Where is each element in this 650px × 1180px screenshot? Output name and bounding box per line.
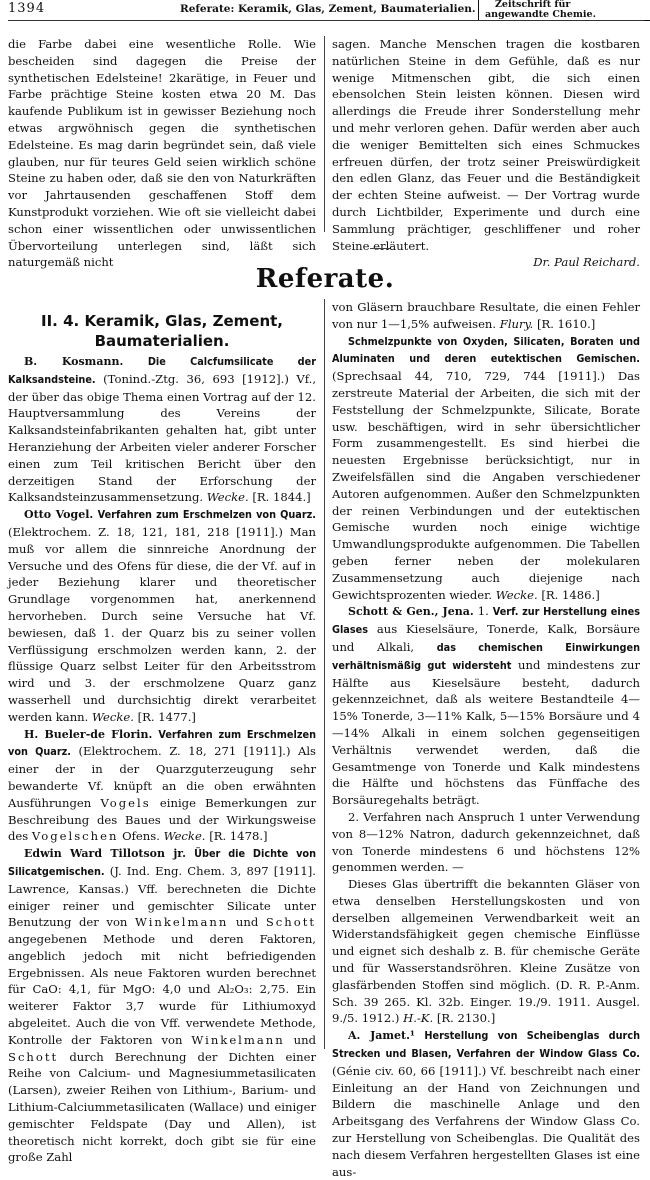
- entry-signature: Flury.: [499, 316, 534, 331]
- section-separator: [370, 248, 390, 249]
- spaced-name: Winkelmann: [191, 1032, 285, 1047]
- continued-article-left-column: [8, 36, 316, 271]
- entry-text: aus Kieselsäure, Tonerde, Kalk, Borsäure und Alkali,: [332, 622, 641, 654]
- entry-signature: Wecke.: [206, 490, 249, 505]
- entry-text: von Gläsern brauchbare Resultate, die einen Fehler von nur 1—1,5% aufweisen.: [332, 300, 640, 331]
- spaced-name: Winkelmann: [134, 915, 229, 930]
- entry-author: Schott & Gen., Jena.: [348, 605, 474, 619]
- entry-author: H. Bueler-de Florin.: [24, 727, 153, 741]
- entry-reference: [R. 1486.]: [541, 587, 600, 602]
- journal-name: [478, 0, 650, 21]
- entry-text: Ofens.: [122, 829, 160, 844]
- column-divider: [324, 36, 325, 232]
- entry-reference: [R. 1844.]: [252, 490, 311, 505]
- header-rule: [8, 20, 644, 21]
- entry-title: Verfahren zum Erschmelzen von Quarz.: [8, 727, 316, 759]
- journal-name-line1: Zeitschrift für: [495, 0, 571, 10]
- paragraph: sagen. Manche Menschen tragen die kostbaren natürlichen Steine in dem Gefühle, daß es nur wenige Mitmenschen gibt, die sich einen ebensolchen Stein leisten können. Diesen wird allerdings die Freude ihrer Sonderstellung mehr und mehr verloren gehen. Dafür werden aber auch die weniger Bemittelten sich eines Schmuckes erfreuen dürfen, der trotz seiner Preiswürdigkeit den edlen Glanz, das Feuer und die Beständigkeit der echten Steine aufweist. — Der Vortrag wurde durch Lichtbilder, Experimente und durch eine Sammlung prächtiger, geschliffener und roher Steine erläutert.: [332, 37, 640, 253]
- entry-text: durch Berechnung der Dichten einer Reihe von Calcium- und Magnesiummetasilicaten (Larsen), zweier Reihen von Lithium-, Barium- und Lithium-Calciummetasilicaten (Wallace) und einiger gemischter Feldspate (Day und Allen), ist theoretisch nicht korrekt, doch gibt sie für eine große Zahl: [8, 1049, 316, 1165]
- entry-author: Edwin Ward Tillotson jr.: [24, 847, 186, 861]
- running-title: Referate: Keramik, Glas, Zement, Baumaterialien.: [180, 3, 476, 15]
- entry-author: A. Jamet.¹: [348, 1029, 415, 1043]
- section-title: Referate.: [255, 264, 395, 294]
- abstract-entry: [8, 353, 316, 506]
- abstract-entry: [332, 1027, 640, 1180]
- subsection-heading: II. 4. Keramik, Glas, Zement, Baumaterialien.: [41, 312, 283, 350]
- entry-reference: [R. 1610.]: [536, 316, 596, 331]
- journal-name-line2: angewandte Chemie.: [485, 9, 596, 20]
- abstracts-right-column: [332, 299, 640, 1180]
- entry-title: Verf. zur Herstellung eines Glases: [332, 605, 641, 637]
- spaced-name: Vogels: [100, 795, 151, 810]
- entry-text: (Elektrochem. Z. 18, 121, 181, 218 [1911].) Man muß vor allem die sinnreiche Anordnung der Versuche und des Ofens für diese, die der Vf. auf in jeder Beziehung klarer und theoretischer Grundlage vorgenommen hat, anerkennend hervorheben. Durch seine Versuche hat Vf. bewiesen, daß 1. der Quarz bis zu seiner vollen Verflüssigung erschmolzen werden kann, 2. der flüssige Quarz selbst Leiter für den Arbeitsstrom wird und 3. der erschmolzene Quarz ganz wasserhell und durchsichtig direkt verarbeitet werden kann.: [8, 524, 316, 724]
- entry-text: (Tonind.-Ztg. 36, 693 [1912].) Vf., der über das obige Thema einen Vortrag auf der 12. Hauptversammlung des Vereins der Kalksandsteinfabrikanten gehalten hat, gibt unter Heranziehung der Arbeiten vieler anderer Forscher einen zum Teil kritischen Bericht über den derzeitigen Stand der Erforschung der Kalksandsteinzusammensetzung.: [8, 371, 317, 505]
- spaced-name: Vogelschen: [31, 829, 119, 844]
- paragraph: die Farbe dabei eine wesentliche Rolle. Wie bescheiden sind dagegen die Preise der synthetischen Edelsteine! 2karätige, in Feuer und Farbe prächtige Steine kosten etwa 20 M. Das kaufende Publikum ist in gewisser Beziehung noch etwas argwöhnisch gegen die synthetischen Edelsteine. Es mag darin begründet sein, daß viele glauben, nur für teures Geld seien wirklich schöne Steine zu haben oder, daß sie den von Naturkräften vor Jahrtausenden geschaffenen Stoff dem Kunstprodukt vorziehen. Wie oft sie vielleicht dabei schon einer wissentlichen oder unwissentlichen Übervorteilung unterlegen sind, läßt sich naturgemäß nicht: [8, 37, 316, 270]
- claim-paragraph: 2. Verfahren nach Anspruch 1 unter Verwendung von 8—12% Natron, dadurch gekennzeichnet, daß von Tonerde mindestens 6 und höchstens 12% genommen werden. —: [332, 809, 640, 875]
- entry-text: (Génie civ. 60, 66 [1911].) Vf. beschreibt nach einer Einleitung an der Hand von Zeichnungen und Bildern die maschinelle Anlage und den Arbeitsgang des Verfahrens der Window Glass Co. zur Herstellung von Scheibenglas. Die Qualität des nach diesem Verfahren hergestellten Glases ist eine aus-: [332, 1063, 640, 1179]
- entry-text: (J. Ind. Eng. Chem. 3, 897 [1911]. Lawrence, Kansas.) Vff. berechneten die Dichte einiger reiner und gemischter Silicate unter Benutzung der von: [8, 863, 316, 930]
- entry-text: und: [293, 1032, 316, 1047]
- continued-article-right-column: [332, 36, 640, 271]
- entry-reference: [R. 1478.]: [209, 829, 268, 844]
- entry-emphasis: das chemischen Einwirkungen verhältnismäßig gut widersteht: [332, 640, 640, 672]
- entry-title: Herstellung von Scheibenglas durch Strecken und Blasen, Verfahren der Window Glass Co.: [332, 1029, 640, 1061]
- page-header: [8, 0, 644, 20]
- entry-text: einige Bemerkungen zur Beschreibung des Baues und der Wirkungsweise des: [8, 795, 316, 844]
- entry-text: angegebenen Methode und deren Faktoren, angeblich jedoch mit nicht befriedigenden Ergebnissen. Als neue Faktoren wurden berechnet für CaO: 4,1, für MgO: 4,0 und Al₂O₃: 2,75. Ein weiterer Faktor 3,7 wurde für Lithiumoxyd abgeleitet. Auch die von Vff. verwendete Methode, Kontrolle der Faktoren von: [8, 932, 316, 1047]
- abstracts-left-column: [8, 311, 316, 1166]
- entry-text: und mindestens zur Hälfte aus Kieselsäure besteht, dadurch gekennzeichnet, daß als weitere Bestandteile 4—15% Tonerde, 3—11% Kalk, 5—15% Borsäure und 4—14% Alkali in einem solchen gegenseitigen Verhältnis verwendet werden, daß die Gesamtmenge von Tonerde und Kalk mindestens die Hälfte und höchstens das Fünffache des Borsäuregehalts beträgt.: [332, 657, 640, 808]
- abstract-entry: [8, 726, 316, 846]
- entry-text: (Elektrochem. Z. 18, 271 [1911].) Als einer der in der Quarzguterzeugung sehr bewanderte Vf. knüpft an die oben erwähnten Ausführungen: [8, 744, 316, 810]
- claim-number: 1.: [477, 604, 489, 619]
- entry-title: Verfahren zum Erschmelzen von Quarz.: [97, 508, 316, 522]
- entry-author: Otto Vogel.: [24, 508, 94, 522]
- entry-signature: Wecke.: [495, 587, 538, 602]
- spaced-name: Schott: [265, 915, 317, 930]
- abstract-entry: [332, 333, 640, 604]
- abstract-entry: [332, 603, 640, 809]
- entry-signature: Wecke.: [92, 709, 134, 724]
- entry-signature: Wecke.: [163, 829, 206, 844]
- entry-signature: H.-K.: [403, 1011, 434, 1026]
- abstract-entry: [8, 506, 316, 725]
- author-signature: Dr. Paul Reichard.: [533, 255, 640, 270]
- entry-text: (Sprechsaal 44, 710, 729, 744 [1911].) Das zerstreute Material der Arbeiten, die sich mit der Feststellung der Schmelzpunkte, Silicate, Borate usw. beschäftigen, wird in sehr übersichtlicher Form zusammengestellt. Es sind hierbei die neuesten Ergebnisse berücksichtigt, nur in Zweifelsfällen sind die Angaben verschiedener Autoren aufgenommen. Außer den Schmelzpunkten der reinen Verbindungen und der eutektischen Gemische wurden noch einige wichtige Umwandlungsprodukte aufgenommen. Die Tabellen geben ferner neben der molekularen Zusammensetzung auch diejenige nach Gewichtsprozenten wieder.: [332, 369, 640, 602]
- entry-title: Schmelzpunkte von Oxyden, Silicaten, Boraten und Aluminaten und deren eutektischen Gemischen.: [332, 334, 640, 366]
- abstract-entry: [8, 845, 316, 1166]
- entry-text: Dieses Glas übertrifft die bekannten Gläser von etwa denselben Herstellungskosten und von derselben allgemeinen Verwendbarkeit weit an Widerstandsfähigkeit gegen chemische Einflüsse und eignet sich deshalb z. B. für chemische Geräte und für Wasserstandsröhren. Kleine Zusätze von glasfärbenden Stoffen sind möglich. (D. R. P.-Anm. Sch. 39 265. Kl. 32b. Einger. 19./9. 1911. Ausgel. 9./5. 1912.): [332, 877, 640, 1026]
- entry-reference: [R. 2130.]: [436, 1011, 496, 1026]
- entry-paragraph: [332, 876, 640, 1027]
- entry-reference: [R. 1477.]: [137, 709, 196, 724]
- spaced-name: Schott: [8, 1049, 59, 1064]
- column-divider: [324, 299, 325, 1049]
- abstract-entry-continued: [332, 299, 640, 333]
- entry-title: Über die Dichte von Silicatgemischen.: [8, 847, 317, 878]
- entry-text: und: [235, 915, 259, 930]
- page-number: 1394: [8, 1, 46, 16]
- entry-title: Die Calcfumsilicate der Kalksandsteine.: [8, 355, 316, 386]
- entry-author: B. Kosmann.: [24, 355, 124, 368]
